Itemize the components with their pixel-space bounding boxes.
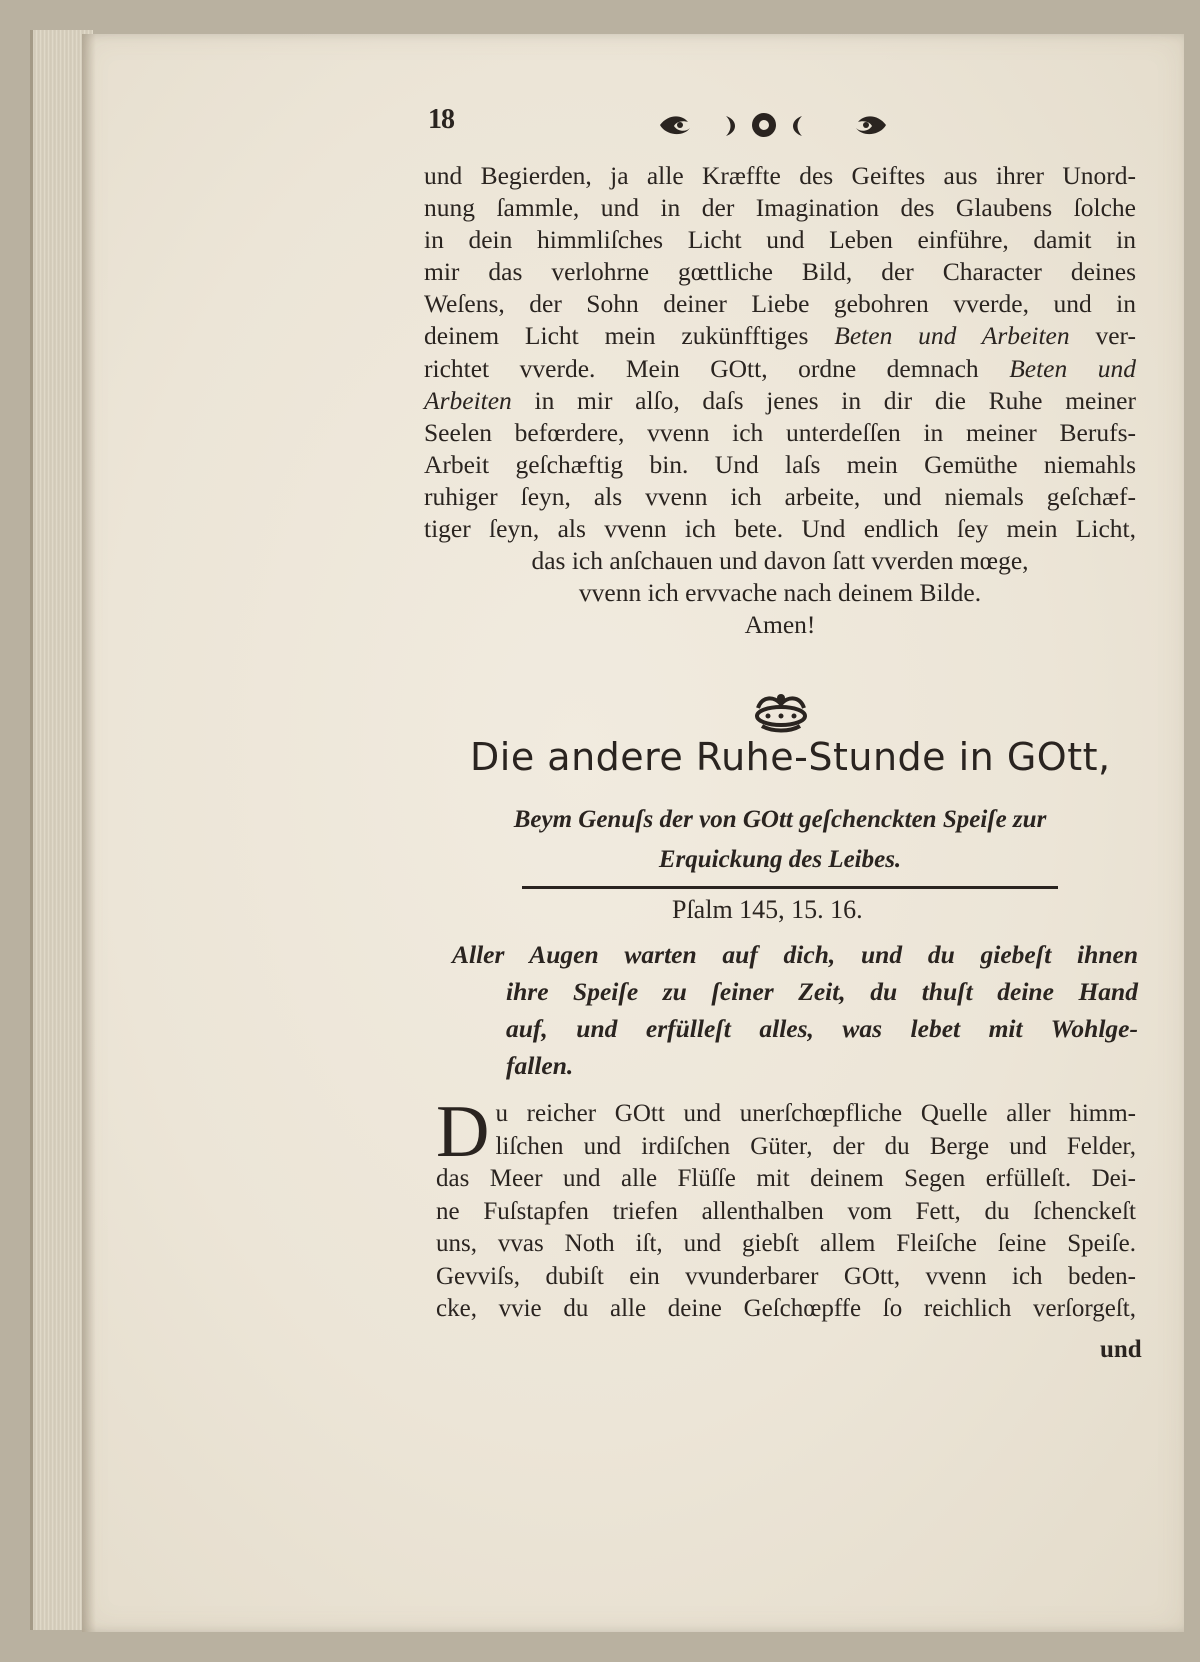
italic-phrase: Arbeiten — [424, 385, 512, 415]
verse-line: fallen. — [506, 1051, 574, 1080]
centered-line: das ich anſchauen und davon ſatt vverden mœge, — [531, 546, 1029, 576]
section-rule — [522, 886, 1058, 889]
text-line: und Begierden, ja alle Kræffte des Geiftes aus ihrer Unord- — [424, 161, 1136, 190]
text-line: Seelen befœrdere, vvenn ich unterdeſſen in meiner Berufs- — [424, 417, 1136, 447]
page-number: 18 — [428, 104, 454, 135]
prayer-line: Gevviſs, dubiſt ein vvunderbarer GOtt, vvenn ich beden- — [436, 1262, 1136, 1290]
text-line: in dein himmliſches Licht und Leben einführe, damit in — [424, 225, 1136, 255]
text-segment: ver- — [1069, 321, 1136, 351]
text-line — [424, 353, 1136, 385]
verse-line: ihre Speiſe zu ſeiner Zeit, du thuſt deine Hand — [506, 977, 1138, 1006]
text-line: tiger ſeyn, als vvenn ich bete. Und endlich ſey mein Licht, — [424, 514, 1136, 544]
prayer-line: cke, vvie du alle deine Geſchœpffe ſo reichlich verſorgeſt, — [436, 1295, 1136, 1322]
prayer-line: ne Fuſstapfen triefen allenthalben vom Fett, du ſchenckeſt — [436, 1197, 1136, 1225]
text-line: nung ſammle, und in der Imagination des Glaubens ſolche — [424, 193, 1136, 223]
text-line: Weſens, der Sohn deiner Liebe gebohren vverde, und in — [424, 289, 1136, 319]
verse-line: auf, und erfülleſt alles, was lebet mit Wohlge- — [506, 1014, 1138, 1043]
centered-line: vvenn ich ervvache nach deinem Bilde. — [578, 578, 982, 608]
italic-phrase: Beten und Arbeiten — [834, 321, 1070, 351]
verse-line: Aller Augen warten auf dich, und du giebeſt ihnen — [452, 940, 1138, 969]
floral-ornament-icon — [658, 110, 888, 140]
crown-icon — [752, 690, 810, 736]
subtitle-line: Beym Genuſs der von GOtt geſchenckten Speiſe zur — [513, 806, 1047, 833]
section-subtitle — [424, 800, 1136, 880]
drop-cap: D — [436, 1091, 490, 1173]
text-segment: deinem Licht mein zukünfftiges — [424, 321, 835, 351]
page-header — [428, 104, 908, 144]
prayer-line: das Meer und alle Flüſſe mit deinem Segen erfülleſt. Dei- — [436, 1165, 1136, 1192]
section-title: Die andere Ruhe-Stunde in GOtt, — [470, 735, 1111, 779]
text-line: Arbeit geſchæftig bin. Und laſs mein Gemüthe niemahls — [424, 449, 1136, 479]
prayer-line: uns, vvas Noth iſt, und giebſt allem Fleiſche ſeine Speiſe. — [436, 1230, 1136, 1257]
text-segment: in mir alſo, daſs jenes in dir die Ruhe meiner — [511, 385, 1136, 415]
main-text-block — [424, 160, 1136, 641]
bible-verse — [452, 936, 1138, 1084]
amen-line: Amen! — [744, 610, 816, 640]
prayer-line: u reicher GOtt und unerſchœpfliche Quelle aller himm- — [495, 1100, 1136, 1127]
catchword: und — [1100, 1336, 1142, 1363]
text-line: mir das verlohrne gœttliche Bild, der Character deines — [424, 257, 1136, 287]
subtitle-line: Erquickung des Leibes. — [658, 846, 902, 873]
italic-phrase: Beten und — [1009, 353, 1136, 383]
text-line — [424, 385, 1136, 417]
prayer-text — [436, 1091, 1136, 1326]
prayer-line: liſchen und irdiſchen Güter, der du Berge und Felder, — [495, 1132, 1136, 1160]
text-line: ruhiger ſeyn, als vvenn ich arbeite, und niemals geſchæf- — [424, 481, 1136, 511]
text-line — [424, 320, 1136, 352]
psalm-reference: Pſalm 145, 15. 16. — [672, 895, 863, 924]
text-segment: richtet vverde. Mein GOtt, ordne demnach — [424, 353, 1010, 383]
